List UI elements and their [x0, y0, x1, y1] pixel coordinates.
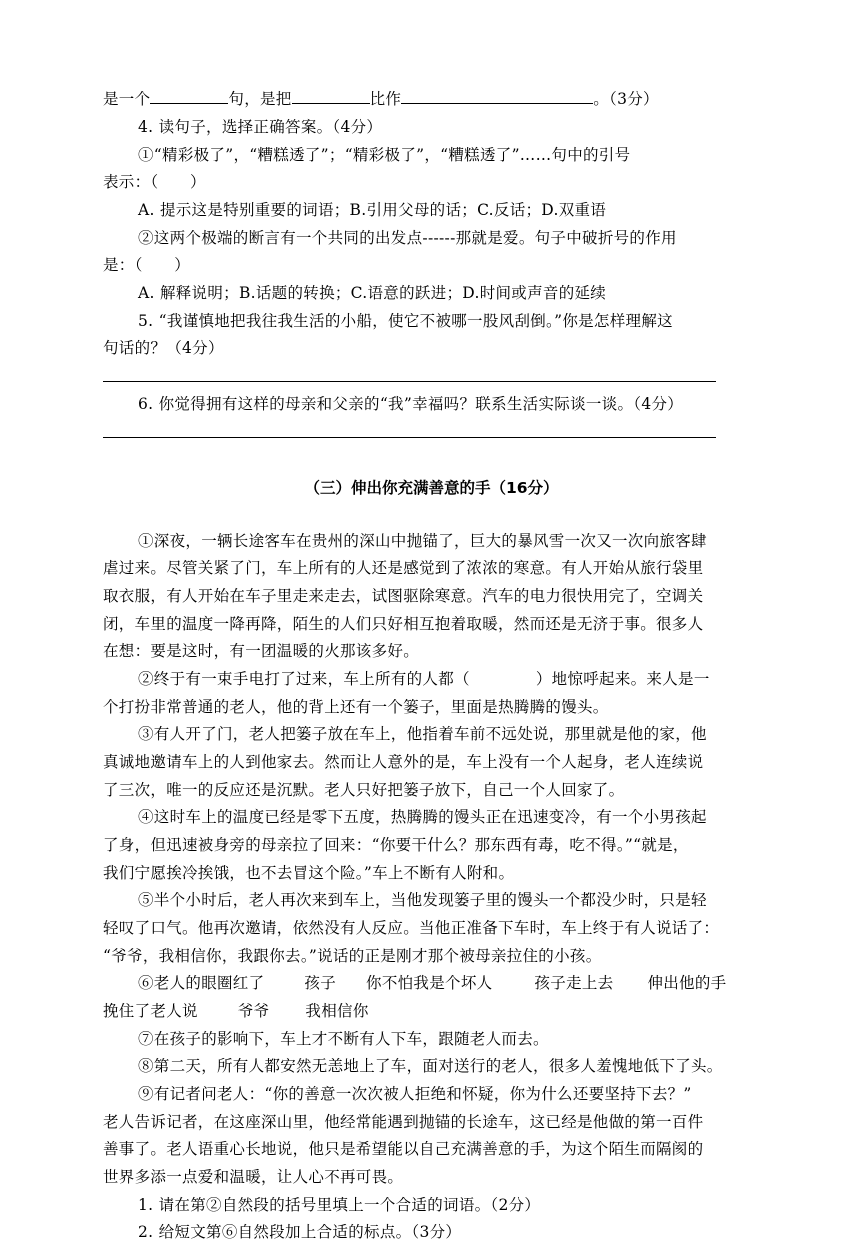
passage-p1-line: 闭，车里的温度一降再降，陌生的人们只好相互抱着取暖，然而还是无济于事。很多人: [103, 615, 704, 633]
q5-line2: 句话的？（4分）: [103, 339, 224, 357]
p6-fragment: ⑥老人的眼圈红了: [138, 974, 265, 992]
q4-sub2-line1: ②这两个极端的断言有一个共同的出发点------那就是爱。句子中破折号的作用: [138, 229, 677, 247]
p2-start: ②终于有一束手电打了过来，车上所有的人都（: [138, 670, 470, 688]
q4-sub1-line2: 表示：（ ）: [103, 173, 206, 191]
passage-p6-line: [138, 972, 763, 994]
answer-blank-3[interactable]: [401, 88, 593, 104]
passage-p2-line: [138, 668, 763, 690]
passage-p6-line: [103, 1000, 763, 1022]
question-1: 1. 请在第②自然段的括号里填上一个合适的词语。（2分）: [138, 1196, 541, 1214]
p6-fragment: 伸出他的手: [647, 974, 727, 992]
passage-p5-line: 轻叹了口气。他再次邀请，依然没有人反应。当他正准备下车时，车上终于有人说话了：: [103, 919, 720, 937]
passage-p8-line: ⑧第二天，所有人都安然无恙地上了车，面对送行的老人，很多人羞愧地低下了头。: [138, 1057, 723, 1075]
passage-p4-line: 了身，但迅速被身旁的母亲拉了回来：“你要干什么？那东西有毒，吃不得。”“就是，: [103, 836, 689, 854]
passage-p9-line: ⑨有记者问老人：“你的善意一次次被人拒绝和怀疑，你为什么还要坚持下去？”: [138, 1085, 692, 1103]
passage-p1-line: ①深夜，一辆长途客车在贵州的深山中抛锚了，巨大的暴风雪一次又一次向旅客肆: [138, 532, 707, 550]
passage-p9-line: 善事了。老人语重心长地说，他只是希望能以自己充满善意的手，为这个陌生而隔阂的: [103, 1140, 704, 1158]
p2-end: ）地惊呼起来。来人是一: [535, 670, 710, 688]
answer-blank-1[interactable]: [150, 88, 228, 104]
passage-p4-line: 我们宁愿挨冷挨饿，也不去冒这个险。”车上不断有人附和。: [103, 864, 515, 882]
p6-fragment: 我相信你: [305, 1002, 369, 1020]
q3-score: 。（3分）: [593, 90, 659, 108]
q4-sub1-line1: ①“精彩极了”，“糟糕透了”；“精彩极了”，“糟糕透了”……句中的引号: [138, 146, 631, 164]
passage-p4-line: ④这时车上的温度已经是零下五度，热腾腾的馒头正在迅速变冷，有一个小男孩起: [138, 808, 707, 826]
passage-p1-line: 在想：要是这时，有一团温暖的火那该多好。: [103, 642, 420, 660]
passage-p5-line: ⑤半个小时后，老人再次来到车上，当他发现篓子里的馒头一个都没少时，只是轻: [138, 891, 707, 909]
p6-fragment: 爷爷: [237, 1002, 270, 1020]
q3-mid1: 句，是把: [228, 90, 292, 108]
q4-sub1-options: A. 提示这是特别重要的词语；B.引用父母的话；C.反话；D.双重语: [138, 201, 607, 219]
passage-p7-line: ⑦在孩子的影响下，车上才不断有人下车，跟随老人而去。: [138, 1030, 549, 1048]
p6-fragment: 你不怕我是个坏人: [366, 974, 493, 992]
q4-sub2-options: A. 解释说明；B.话题的转换；C.语意的跃进；D.时间或声音的延续: [138, 284, 607, 302]
passage-p1-line: 虐过来。尽管关紧了门，车上所有的人还是感觉到了浓浓的寒意。有人开始从旅行袋里: [103, 559, 704, 577]
passage-p5-line: “爷爷，我相信你，我跟你去。”说话的正是刚才那个被母亲拉住的小孩。: [103, 947, 602, 965]
q3-fill-line: [103, 88, 763, 110]
q3-mid2: 比作: [369, 90, 402, 108]
passage-p2-line: 个打扮非常普通的老人，他的背上还有一个篓子，里面是热腾腾的馒头。: [103, 698, 609, 716]
q4-stem: 4. 读句子，选择正确答案。（4分）: [138, 118, 383, 136]
passage-p3-line: 真诚地邀请车上的人到他家去。然而让人意外的是，车上没有一个人起身，老人连续说: [103, 753, 704, 771]
passage-p3-line: ③有人开了门，老人把篓子放在车上，他指着车前不远处说，那里就是他的家，他: [138, 725, 707, 743]
passage-p3-line: 了三次，唯一的反应还是沉默。老人只好把篓子放下，自己一个人回家了。: [103, 781, 625, 799]
p6-fragment: 孩子: [304, 974, 337, 992]
question-2: 2. 给短文第⑥自然段加上合适的标点。（3分）: [138, 1223, 462, 1241]
passage-p9-line: 老人告诉记者，在这座深山里，他经常能遇到抛锚的长途车，这已经是他做的第一百件: [103, 1113, 704, 1131]
q6-line1: 6. 你觉得拥有这样的母亲和父亲的“我”幸福吗？联系生活实际谈一谈。（4分）: [138, 395, 684, 413]
q3-prefix: 是一个: [103, 90, 151, 108]
q4-sub2-line2: 是：（ ）: [103, 256, 191, 274]
q5-answer-line[interactable]: [103, 381, 716, 382]
p6-fragment: 孩子走上去: [534, 974, 614, 992]
passage-p1-line: 取衣服，有人开始在车子里走来走去，试图驱除寒意。汽车的电力很快用完了，空调关: [103, 587, 704, 605]
section-title: （三）伸出你充满善意的手（16分）: [304, 479, 559, 497]
q6-answer-line[interactable]: [103, 437, 716, 438]
passage-p9-line: 世界多添一点爱和温暖，让人心不再可畏。: [103, 1168, 404, 1186]
q5-line1: 5. “我谨慎地把我往我生活的小船，使它不被哪一股风刮倒。”你是怎样理解这: [138, 312, 673, 330]
answer-blank-2[interactable]: [292, 88, 370, 104]
p6-fragment: 挽住了老人说: [103, 1002, 198, 1020]
